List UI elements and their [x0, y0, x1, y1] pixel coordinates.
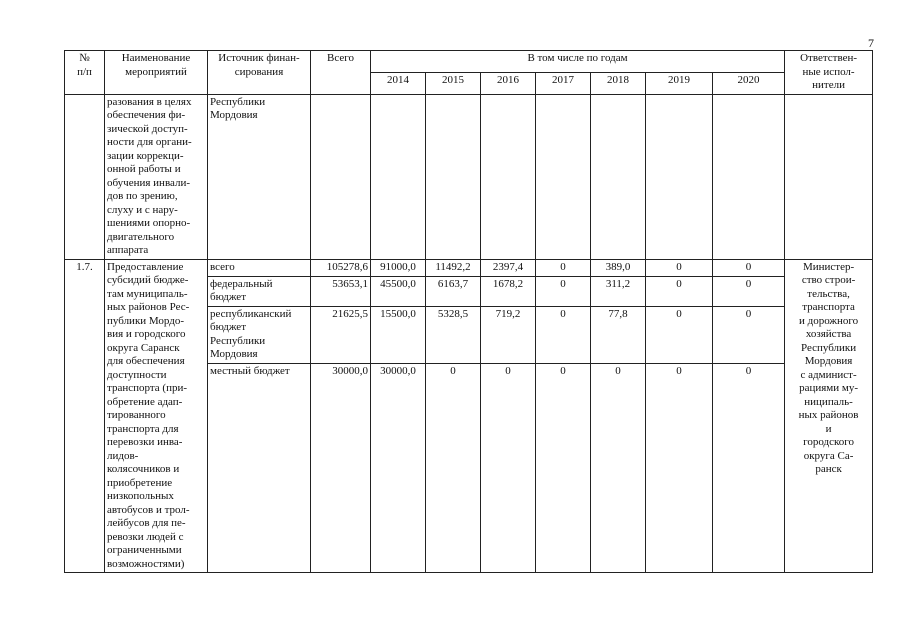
name-line: ности для органи- — [107, 136, 192, 148]
header-year: 2015 — [426, 72, 481, 94]
name-line: ограниченными — [107, 544, 182, 556]
continuation-name — [105, 94, 208, 259]
name-line: слуху и с нару- — [107, 203, 178, 216]
header-year: 2014 — [371, 72, 426, 94]
item-responsible — [785, 259, 873, 573]
year-value: 5328,5 — [426, 306, 481, 363]
continuation-row — [65, 94, 873, 259]
total-value: 105278,6 — [311, 259, 371, 276]
name-line: лейбусов для пе- — [107, 517, 186, 529]
header-total: Всего — [311, 51, 371, 95]
header-responsible — [785, 51, 873, 95]
name-line: обеспечения фи- — [107, 109, 186, 121]
total-value: 53653,1 — [311, 276, 371, 306]
year-value: 45500,0 — [371, 276, 426, 306]
name-line: колясочников и — [107, 463, 180, 475]
year-value: 0 — [713, 306, 785, 363]
year-value: 0 — [713, 259, 785, 276]
year-value: 0 — [426, 363, 481, 573]
name-line: дов по зрению, — [107, 190, 178, 202]
source-federal — [208, 276, 311, 306]
year-value: 0 — [536, 306, 591, 363]
year-value: 11492,2 — [426, 259, 481, 276]
source-line: республиканский — [210, 307, 292, 320]
year-value: 1678,2 — [481, 276, 536, 306]
responsible-line: округа Са- — [803, 449, 854, 462]
year-value: 0 — [646, 363, 713, 573]
cell-number-empty — [65, 94, 105, 259]
name-line: автобусов и трол- — [107, 503, 190, 516]
year-value: 0 — [536, 259, 591, 276]
year-value: 15500,0 — [371, 306, 426, 363]
header-row-1 — [65, 51, 873, 73]
responsible-line: транспорта — [802, 301, 855, 313]
name-line: шениями опорно- — [107, 217, 191, 229]
responsible-line: и дорожного — [798, 314, 859, 327]
header-name-line: Наименование — [121, 52, 191, 64]
responsible-line: тельства, — [807, 287, 850, 300]
name-line: перевозки инва- — [107, 436, 183, 448]
name-line: лидов- — [107, 449, 139, 462]
source-line: бюджет — [210, 291, 246, 303]
name-line: там муниципаль- — [107, 287, 188, 300]
name-line: разования в целях — [107, 95, 192, 108]
name-line: транспорта для — [107, 422, 179, 435]
year-value: 77,8 — [591, 306, 646, 363]
year-value: 0 — [536, 276, 591, 306]
name-line: ных районов Рес- — [107, 301, 190, 313]
header-responsible-line: Ответствен- — [800, 52, 858, 64]
year-value: 0 — [646, 276, 713, 306]
header-years-group: В том числе по годам — [371, 51, 785, 73]
name-line: Предоставление — [107, 260, 184, 273]
total-value: 21625,5 — [311, 306, 371, 363]
responsible-line: хозяйства — [805, 328, 852, 340]
cell-empty — [713, 94, 785, 259]
responsible-line: городского — [803, 436, 855, 448]
name-line: онной работы и — [107, 163, 181, 175]
name-line: обретение адап- — [107, 395, 183, 408]
header-year: 2016 — [481, 72, 536, 94]
year-value: 311,2 — [591, 276, 646, 306]
year-value: 0 — [646, 306, 713, 363]
year-value: 719,2 — [481, 306, 536, 363]
year-value: 91000,0 — [371, 259, 426, 276]
header-year: 2018 — [591, 72, 646, 94]
name-line: транспорта (при- — [107, 382, 188, 394]
source-line: бюджет — [210, 321, 246, 333]
name-line: низкопольных — [107, 490, 174, 502]
cell-empty — [426, 94, 481, 259]
source-line: Республики — [210, 95, 266, 108]
year-value: 6163,7 — [426, 276, 481, 306]
responsible-line: и — [825, 422, 832, 435]
name-line: для обеспечения — [107, 355, 185, 367]
cell-empty — [646, 94, 713, 259]
responsible-line: ство строи- — [801, 274, 856, 286]
header-source-line: Источник финан- — [218, 52, 300, 64]
cell-empty — [371, 94, 426, 259]
name-line: публики Мордо- — [107, 314, 185, 327]
responsible-line: Министер- — [802, 260, 855, 273]
source-line: Республики — [210, 334, 266, 347]
name-line: аппарата — [107, 244, 149, 256]
header-name — [105, 51, 208, 95]
year-value: 389,0 — [591, 259, 646, 276]
year-value: 2397,4 — [481, 259, 536, 276]
item-number: 1.7. — [65, 259, 105, 573]
responsible-line: ниципаль- — [804, 395, 853, 408]
name-line: ревозки людей с — [107, 530, 184, 543]
name-line: округа Саранск — [107, 341, 180, 354]
header-name-line: мероприятий — [125, 65, 187, 78]
page-number: 7 — [868, 36, 874, 50]
cell-empty — [536, 94, 591, 259]
year-value: 0 — [713, 363, 785, 573]
header-year: 2020 — [713, 72, 785, 94]
name-line: зической доступ- — [107, 122, 188, 135]
name-line: тированного — [107, 409, 166, 421]
continuation-source — [208, 94, 311, 259]
total-value: 30000,0 — [311, 363, 371, 573]
item-row-total — [65, 259, 873, 276]
year-value: 0 — [481, 363, 536, 573]
cell-empty — [311, 94, 371, 259]
responsible-line: рациями му- — [799, 382, 859, 394]
program-table — [64, 50, 873, 573]
source-line: Мордовия — [210, 109, 258, 121]
cell-empty — [785, 94, 873, 259]
year-value: 0 — [536, 363, 591, 573]
source-republican — [208, 306, 311, 363]
responsible-line: ных районов — [798, 409, 859, 421]
name-line: обучения инвали- — [107, 176, 191, 189]
name-line: субсидий бюдже- — [107, 274, 189, 286]
responsible-line: с админист- — [800, 368, 857, 381]
name-line: зации коррекци- — [107, 149, 184, 162]
year-value: 0 — [713, 276, 785, 306]
cell-empty — [591, 94, 646, 259]
header-number-line: п/п — [77, 65, 92, 78]
name-line: доступности — [107, 368, 167, 381]
item-name — [105, 259, 208, 573]
source-total: всего — [208, 259, 311, 276]
header-responsible-line: нители — [812, 79, 845, 91]
header-number-line: № — [79, 52, 90, 64]
header-source — [208, 51, 311, 95]
name-line: вия и городского — [107, 328, 186, 340]
header-number — [65, 51, 105, 95]
cell-empty — [481, 94, 536, 259]
name-line: двигательного — [107, 230, 175, 243]
name-line: возможностями) — [107, 557, 185, 570]
year-value: 0 — [646, 259, 713, 276]
responsible-line: Мордовия — [804, 355, 853, 367]
source-local: местный бюджет — [208, 363, 311, 573]
responsible-line: ранск — [815, 463, 842, 475]
year-value: 0 — [591, 363, 646, 573]
source-line: Мордовия — [210, 348, 258, 360]
year-value: 30000,0 — [371, 363, 426, 573]
header-source-line: сирования — [234, 65, 284, 78]
header-year: 2019 — [646, 72, 713, 94]
header-year: 2017 — [536, 72, 591, 94]
name-line: приобретение — [107, 476, 173, 489]
header-responsible-line: ные испол- — [802, 65, 855, 78]
responsible-line: Республики — [800, 341, 857, 354]
source-line: федеральный — [210, 277, 273, 290]
